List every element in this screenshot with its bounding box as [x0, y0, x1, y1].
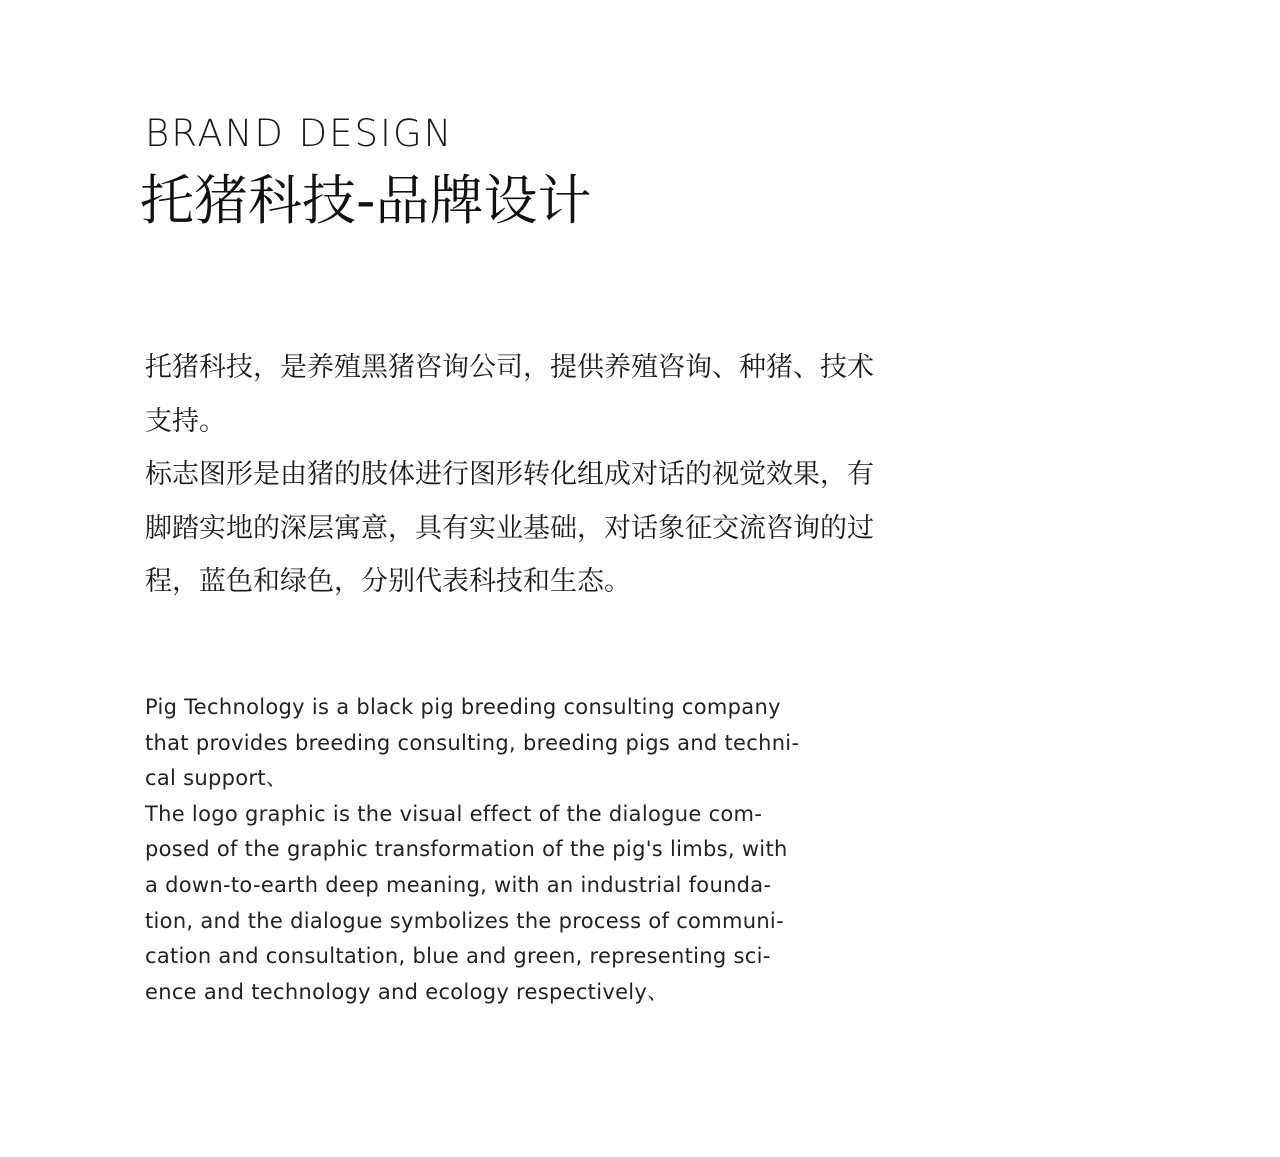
intro-english-line: cal support、 — [145, 766, 288, 791]
intro-english-line: tion, and the dialogue symbolizes the process of communi- — [145, 908, 784, 933]
intro-chinese-line: 支持。 — [145, 405, 226, 437]
intro-chinese-line: 程，蓝色和绿色，分别代表科技和生态。 — [145, 566, 631, 597]
intro-english-line: cation and consultation, blue and green, representing sci- — [145, 944, 771, 969]
intro-english-line: The logo graphic is the visual effect of the dialogue com- — [145, 801, 763, 826]
intro-chinese-line: 标志图形是由猪的肢体进行图形转化组成对话的视觉效果，有 — [145, 459, 874, 490]
intro-english — [145, 690, 905, 1010]
intro-chinese-line: 脚踏实地的深层寓意，具有实业基础，对话象征交流咨询的过 — [145, 512, 874, 544]
intro-english-line: a down-to-earth deep meaning, with an industrial founda- — [145, 872, 772, 897]
intro-english-line: that provides breeding consulting, breeding pigs and techni- — [145, 730, 800, 755]
intro-english-line: Pig Technology is a black pig breeding consulting company — [145, 695, 781, 719]
intro-chinese-line: 托猪科技，是养殖黑猪咨询公司，提供养殖咨询、种猪、技术 — [145, 352, 874, 383]
intro-english-line: posed of the graphic transformation of the pig's limbs, with — [145, 837, 788, 862]
heading-english: BRAND DESIGN — [145, 112, 454, 155]
heading-chinese: 托猪科技-品牌设计 — [140, 169, 592, 232]
intro-english-line: ence and technology and ecology respectively、 — [145, 979, 669, 1004]
intro-chinese — [145, 341, 965, 609]
